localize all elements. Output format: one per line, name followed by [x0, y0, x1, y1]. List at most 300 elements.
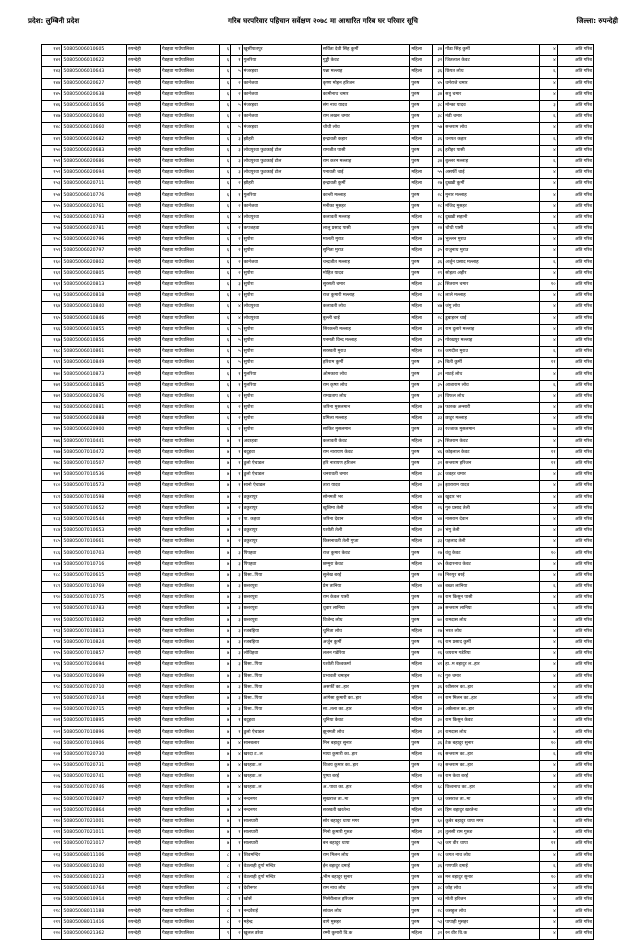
municipality-cell: गैडहवा गाउँपालिका	[160, 89, 219, 100]
gender-cell: पुरुष	[410, 761, 433, 772]
municipality-cell: गैडहवा गाउँपालिका	[160, 447, 219, 458]
municipality-cell: गैडहवा गाउँपालिका	[160, 794, 219, 805]
table-row	[42, 313, 594, 324]
category-cell: अति गरिब	[557, 503, 593, 514]
household-id-cell: 50805007010783	[62, 604, 127, 615]
age-cell: ३३	[432, 425, 443, 436]
members-cell: ४	[539, 895, 557, 906]
district-cell: रुपन्देही	[126, 884, 160, 895]
serial-cell: १९०	[42, 593, 62, 604]
district-cell: रुपन्देही	[126, 380, 160, 391]
category-cell: अति गरिब	[557, 783, 593, 794]
district-cell: रुपन्देही	[126, 794, 160, 805]
table-body	[42, 45, 594, 940]
sub-ward-cell: ३	[231, 145, 242, 156]
household-id-cell: 50805006010885	[62, 380, 127, 391]
district-cell: रुपन्देही	[126, 570, 160, 581]
members-cell: ४	[539, 615, 557, 626]
gender-cell: महिला	[410, 313, 433, 324]
gender-cell: पुरुष	[410, 89, 433, 100]
ward-cell: ७	[219, 548, 230, 559]
head-name-cell: भीम बहादुर सुनार	[321, 872, 409, 883]
members-cell: ४	[539, 917, 557, 928]
gender-cell: पुरुष	[410, 380, 433, 391]
tole-cell: पा. कहवा	[242, 514, 321, 525]
sub-ward-cell: ३	[231, 626, 242, 637]
head-name-cell: सरस्वती खरतेन्ध	[321, 805, 409, 816]
household-id-cell: 50805006010660	[62, 123, 127, 134]
category-cell: अति गरिब	[557, 268, 593, 279]
serial-cell: २१६	[42, 884, 62, 895]
gender-cell: पुरुष	[410, 391, 433, 402]
serial-cell: १७२	[42, 391, 62, 402]
gender-cell: पुरुष	[410, 425, 433, 436]
head-name-cell: खुशिमा तेली	[321, 503, 409, 514]
head-name-cell: सिरकन्ती मल्लाह	[321, 324, 409, 335]
tole-cell: ठकुरापुर	[242, 526, 321, 537]
category-cell: अति गरिब	[557, 537, 593, 548]
serial-cell: १८५	[42, 537, 62, 548]
category-cell: अति गरिब	[557, 391, 593, 402]
members-cell: ४	[539, 772, 557, 783]
gender-cell: पुरुष	[410, 816, 433, 827]
district-cell: रुपन्देही	[126, 805, 160, 816]
age-cell: ३०	[432, 716, 443, 727]
head-name-cell: रामप्रताप लोध	[321, 391, 409, 402]
parent-name-cell: केदारनाथ केवट	[444, 559, 539, 570]
gender-cell: महिला	[410, 324, 433, 335]
serial-cell: १४१	[42, 45, 62, 56]
household-id-cell: 50805007021017	[62, 839, 127, 850]
municipality-cell: गैडहवा गाउँपालिका	[160, 279, 219, 290]
district-cell: रुपन्देही	[126, 872, 160, 883]
district-cell: रुपन्देही	[126, 324, 160, 335]
parent-name-cell: भुल्लन मुराउ	[444, 235, 539, 246]
tole-cell: लोधपुरवा	[242, 313, 321, 324]
district-cell: रुपन्देही	[126, 738, 160, 749]
tole-cell: गुलरिया	[242, 190, 321, 201]
category-cell: अति गरिब	[557, 481, 593, 492]
category-cell: अति गरिब	[557, 682, 593, 693]
members-cell: ४	[539, 649, 557, 660]
members-cell: ४	[539, 414, 557, 425]
tole-cell: सालघारी	[242, 816, 321, 827]
municipality-cell: गैडहवा गाउँपालिका	[160, 749, 219, 760]
household-id-cell: 50805007020544	[62, 514, 127, 525]
members-cell: ४	[539, 436, 557, 447]
household-id-cell: 50805008011416	[62, 917, 127, 928]
table-row	[42, 861, 594, 872]
ward-cell: ७	[219, 559, 230, 570]
age-cell: ६८	[432, 783, 443, 794]
sub-ward-cell: २	[231, 514, 242, 525]
serial-cell: १५८	[42, 235, 62, 246]
gender-cell: पुरुष	[410, 850, 433, 861]
district-cell: रुपन्देही	[126, 895, 160, 906]
sub-ward-cell: ५	[231, 123, 242, 134]
tole-cell: लोधिहवा	[242, 649, 321, 660]
table-row	[42, 492, 594, 503]
ward-cell: ७	[219, 671, 230, 682]
table-row	[42, 906, 594, 917]
municipality-cell: गैडहवा गाउँपालिका	[160, 537, 219, 548]
sub-ward-cell: १	[231, 190, 242, 201]
category-cell: अति गरिब	[557, 906, 593, 917]
parent-name-cell: राम दुलारे मल्लाह	[444, 324, 539, 335]
tole-cell: लोधपुरवा फुटकाई टोल	[242, 168, 321, 179]
serial-cell: १६७	[42, 335, 62, 346]
parent-name-cell: राजुनाथ मुराउ	[444, 246, 539, 257]
ward-cell: ६	[219, 335, 230, 346]
household-id-cell: 50805006020796	[62, 235, 127, 246]
ward-cell: ७	[219, 705, 230, 716]
gender-cell: पुरुष	[410, 615, 433, 626]
head-name-cell: इन्द्रावती कुर्मी	[321, 179, 409, 190]
household-id-cell: 50805006010643	[62, 67, 127, 78]
category-cell: अति गरिब	[557, 716, 593, 727]
municipality-cell: गैडहवा गाउँपालिका	[160, 671, 219, 682]
serial-cell: १४४	[42, 78, 62, 89]
head-name-cell: किसनावती तेली गुप्ता	[321, 537, 409, 548]
head-name-cell: मालती मुराउ	[321, 235, 409, 246]
head-name-cell: ओमकारा लोध	[321, 369, 409, 380]
table-row	[42, 783, 594, 794]
municipality-cell: गैडहवा गाउँपालिका	[160, 470, 219, 481]
parent-name-cell: राम केवा बरई	[444, 772, 539, 783]
municipality-cell: गैडहवा गाउँपालिका	[160, 850, 219, 861]
sub-ward-cell: २	[231, 78, 242, 89]
age-cell: ५७	[432, 123, 443, 134]
head-name-cell: विजेन्द लोध	[321, 615, 409, 626]
category-cell: अति गरिब	[557, 67, 593, 78]
serial-cell: २००	[42, 705, 62, 716]
gender-cell: महिला	[410, 168, 433, 179]
head-name-cell: अ..पावा का..हार	[321, 783, 409, 794]
district-cell: रुपन्देही	[126, 470, 160, 481]
category-cell: अति गरिब	[557, 134, 593, 145]
household-id-cell: 50805006020683	[62, 145, 127, 156]
parent-name-cell: राम किसुन पासी	[444, 593, 539, 604]
household-id-cell: 50805007010896	[62, 727, 127, 738]
household-id-cell: 50805007010906	[62, 738, 127, 749]
category-cell: अति गरिब	[557, 380, 593, 391]
tole-cell: रजबहिया	[242, 637, 321, 648]
members-cell: ४	[539, 805, 557, 816]
gender-cell: महिला	[410, 693, 433, 704]
tole-cell: छत्तरपुरा	[242, 604, 321, 615]
gender-cell: महिला	[410, 335, 433, 346]
parent-name-cell: रामदास लोध	[444, 727, 539, 738]
table-row	[42, 928, 594, 939]
household-id-cell: 50805007010895	[62, 716, 127, 727]
members-cell: ६	[539, 224, 557, 235]
municipality-cell: गैडहवा गाउँपालिका	[160, 403, 219, 414]
parent-name-cell: तुलसी राम गुरुङ	[444, 828, 539, 839]
household-id-cell: 50805006020802	[62, 257, 127, 268]
head-name-cell: कलावती मल्लाह	[321, 212, 409, 223]
serial-cell: १८२	[42, 503, 62, 514]
category-cell: अति गरिब	[557, 928, 593, 939]
serial-cell: १६५	[42, 313, 62, 324]
sub-ward-cell: ४	[231, 783, 242, 794]
municipality-cell: गैडहवा गाउँपालिका	[160, 156, 219, 167]
parent-name-cell: सोहता अहीर	[444, 268, 539, 279]
parent-name-cell: सितराम केवट	[444, 436, 539, 447]
category-cell: अति गरिब	[557, 179, 593, 190]
ward-cell: ७	[219, 716, 230, 727]
serial-cell: १८८	[42, 570, 62, 581]
gender-cell: महिला	[410, 805, 433, 816]
table-row	[42, 78, 594, 89]
members-cell: ४	[539, 235, 557, 246]
serial-cell: १५४	[42, 190, 62, 201]
ward-cell: ७	[219, 593, 230, 604]
household-id-cell: 50805006020888	[62, 414, 127, 425]
age-cell: २८	[432, 671, 443, 682]
tole-cell: छत्तरपुरा	[242, 582, 321, 593]
district-cell: रुपन्देही	[126, 425, 160, 436]
age-cell: ३२	[432, 369, 443, 380]
sub-ward-cell: १	[231, 716, 242, 727]
household-id-cell: 50805007010441	[62, 436, 127, 447]
head-name-cell: सांवल लोध	[321, 906, 409, 917]
gender-cell: महिला	[410, 436, 433, 447]
table-row	[42, 458, 594, 469]
category-cell: अति गरिब	[557, 470, 593, 481]
ward-cell: ७	[219, 693, 230, 704]
gender-cell: महिला	[410, 749, 433, 760]
age-cell: २६	[432, 749, 443, 760]
ward-cell: ६	[219, 134, 230, 145]
category-cell: अति गरिब	[557, 559, 593, 570]
district-cell: रुपन्देही	[126, 604, 160, 615]
sub-ward-cell: ३	[231, 559, 242, 570]
age-cell: ३३	[432, 537, 443, 548]
household-id-cell: 50805006010776	[62, 190, 127, 201]
ward-cell: ८	[219, 861, 230, 872]
category-cell: अति गरिब	[557, 839, 593, 850]
district-cell: रुपन्देही	[126, 816, 160, 827]
tole-cell: सुपौरा	[242, 268, 321, 279]
parent-name-cell: गुरु चमार	[444, 671, 539, 682]
municipality-cell: गैडहवा गाउँपालिका	[160, 828, 219, 839]
age-cell: ३१	[432, 324, 443, 335]
sub-ward-cell: २	[231, 246, 242, 257]
parent-name-cell: झाराराम यादव	[444, 481, 539, 492]
gender-cell: पुरुष	[410, 112, 433, 123]
ward-cell: ६	[219, 391, 230, 402]
age-cell: ४४	[432, 514, 443, 525]
district-cell: रुपन्देही	[126, 89, 160, 100]
ward-cell: ८	[219, 850, 230, 861]
district-cell: रुपन्देही	[126, 772, 160, 783]
tole-cell: कार्नजवा	[242, 112, 321, 123]
members-cell: ४	[539, 168, 557, 179]
municipality-cell: गैडहवा गाउँपालिका	[160, 682, 219, 693]
members-cell: ६	[539, 604, 557, 615]
category-cell: अति गरिब	[557, 727, 593, 738]
district-cell: रुपन्देही	[126, 235, 160, 246]
head-name-cell: राम करन मल्लाह	[321, 156, 409, 167]
district-cell: रुपन्देही	[126, 682, 160, 693]
members-cell: ४	[539, 190, 557, 201]
household-id-cell: 50805006010861	[62, 347, 127, 358]
members-cell: ४	[539, 593, 557, 604]
ward-cell: ७	[219, 749, 230, 760]
age-cell: ३८	[432, 112, 443, 123]
ward-cell: ७	[219, 537, 230, 548]
age-cell: ३४	[432, 45, 443, 56]
household-id-cell: 50805006020813	[62, 279, 127, 290]
district-cell: रुपन्देही	[126, 414, 160, 425]
category-cell: अति गरिब	[557, 492, 593, 503]
age-cell: ३८	[432, 100, 443, 111]
municipality-cell: गैडहवा गाउँपालिका	[160, 805, 219, 816]
head-name-cell: राम मिलन लोध	[321, 850, 409, 861]
municipality-cell: गैडहवा गाउँपालिका	[160, 660, 219, 671]
sub-ward-cell: १	[231, 850, 242, 861]
parent-name-cell: नासराम देवान	[444, 514, 539, 525]
tole-cell: खरदा ट..ल	[242, 749, 321, 760]
household-id-cell: 50805007010775	[62, 593, 127, 604]
category-cell: अति गरिब	[557, 649, 593, 660]
district-cell: रुपन्देही	[126, 593, 160, 604]
age-cell: ३१	[432, 727, 443, 738]
gender-cell: पुरुष	[410, 123, 433, 134]
serial-cell: १४९	[42, 134, 62, 145]
members-cell: ११	[539, 358, 557, 369]
table-row	[42, 112, 594, 123]
category-cell: अति गरिब	[557, 403, 593, 414]
household-id-cell: 50805007020699	[62, 671, 127, 682]
head-name-cell: साकिर मुसलमान	[321, 425, 409, 436]
household-id-cell: 50805008010914	[62, 895, 127, 906]
tole-cell: खरहवा..ल	[242, 761, 321, 772]
head-name-cell: चनरावती चमार	[321, 470, 409, 481]
parent-name-cell: फारुक अन्सारी	[444, 403, 539, 414]
serial-cell: २१७	[42, 895, 62, 906]
parent-name-cell: आशाराम लोध	[444, 380, 539, 391]
ward-cell: ७	[219, 794, 230, 805]
age-cell: ३५	[432, 380, 443, 391]
serial-cell: १६२	[42, 279, 62, 290]
parent-name-cell: बख्श लानिया	[444, 582, 539, 593]
district-cell: रुपन्देही	[126, 559, 160, 570]
district-cell: रुपन्देही	[126, 436, 160, 447]
ward-cell: ६	[219, 201, 230, 212]
age-cell: २३	[432, 761, 443, 772]
parent-name-cell: जसराज ता..मा	[444, 794, 539, 805]
parent-name-cell: दुख्खी कुर्मी	[444, 179, 539, 190]
tole-cell: मंजरहवा	[242, 123, 321, 134]
household-id-cell: 50805006020682	[62, 134, 127, 145]
table-row	[42, 794, 594, 805]
table-row	[42, 123, 594, 134]
head-name-cell: यशोती विश्वकर्मा	[321, 660, 409, 671]
district-cell: रुपन्देही	[126, 212, 160, 223]
municipality-cell: गैडहवा गाउँपालिका	[160, 67, 219, 78]
ward-cell: ६	[219, 358, 230, 369]
sub-ward-cell: २	[231, 425, 242, 436]
district-cell: रुपन्देही	[126, 403, 160, 414]
parent-name-cell: राम मिलन का..हार	[444, 693, 539, 704]
sub-ward-cell: २	[231, 291, 242, 302]
sub-ward-cell: ३	[231, 134, 242, 145]
sub-ward-cell: १	[231, 436, 242, 447]
household-id-cell: 50805007020730	[62, 749, 127, 760]
age-cell: २९	[432, 268, 443, 279]
sub-ward-cell: १	[231, 727, 242, 738]
head-name-cell: पन्ना मल्लाह	[321, 67, 409, 78]
category-cell: अति गरिब	[557, 895, 593, 906]
municipality-cell: गैडहवा गाउँपालिका	[160, 895, 219, 906]
parent-name-cell: जगत नाथ लोध	[444, 850, 539, 861]
ward-cell: ६	[219, 168, 230, 179]
parent-name-cell: गौंडा सिंह कुर्मी	[444, 45, 539, 56]
parent-name-cell: निरुपुर बरई	[444, 570, 539, 581]
serial-cell: १८०	[42, 481, 62, 492]
household-id-cell: 50805006020640	[62, 112, 127, 123]
gender-cell: महिला	[410, 56, 433, 67]
tole-cell: छत्तरपुरा	[242, 593, 321, 604]
serial-cell: २०५	[42, 761, 62, 772]
age-cell: ३४	[432, 89, 443, 100]
gender-cell: महिला	[410, 660, 433, 671]
members-cell: ४	[539, 268, 557, 279]
ward-cell: ७	[219, 526, 230, 537]
age-cell: ३६	[432, 145, 443, 156]
municipality-cell: गैडहवा गाउँपालिका	[160, 816, 219, 827]
serial-cell: २१५	[42, 872, 62, 883]
table-row	[42, 358, 594, 369]
head-name-cell: सुखराज ता..मा	[321, 794, 409, 805]
ward-cell: ६	[219, 235, 230, 246]
municipality-cell: गैडहवा गाउँपालिका	[160, 335, 219, 346]
age-cell: ३०	[432, 705, 443, 716]
household-id-cell: 50805006020876	[62, 391, 127, 402]
tole-cell: विसा..पिया	[242, 660, 321, 671]
parent-name-cell: वंधु केवट	[444, 548, 539, 559]
district-cell: रुपन्देही	[126, 145, 160, 156]
head-name-cell: कामीनाथ चमार	[321, 89, 409, 100]
ward-cell: ६	[219, 224, 230, 235]
age-cell: ४५	[432, 78, 443, 89]
members-cell: ४	[539, 56, 557, 67]
serial-cell: १६८	[42, 347, 62, 358]
gender-cell: महिला	[410, 403, 433, 414]
household-id-cell: 50805009021362	[62, 928, 127, 939]
category-cell: अति गरिब	[557, 570, 593, 581]
household-id-cell: 50805006010605	[62, 45, 127, 56]
ward-cell: ७	[219, 637, 230, 648]
tole-cell: खरहवा..ल	[242, 783, 321, 794]
head-name-cell: पनावती चाई	[321, 168, 409, 179]
parent-name-cell: जितलाल केवट	[444, 56, 539, 67]
sub-ward-cell: ४	[231, 761, 242, 772]
serial-cell: २०७	[42, 783, 62, 794]
sub-ward-cell: १	[231, 45, 242, 56]
tole-cell: छत्तरपुरा	[242, 615, 321, 626]
tole-cell: गुलरिया	[242, 369, 321, 380]
category-cell: अति गरिब	[557, 324, 593, 335]
table-row	[42, 839, 594, 850]
age-cell: २७	[432, 548, 443, 559]
head-name-cell: राम लखन चमार	[321, 112, 409, 123]
head-name-cell: सा..तला का..हार	[321, 705, 409, 716]
ward-cell: ६	[219, 257, 230, 268]
household-id-cell: 50805006010622	[62, 56, 127, 67]
sub-ward-cell: २	[231, 257, 242, 268]
